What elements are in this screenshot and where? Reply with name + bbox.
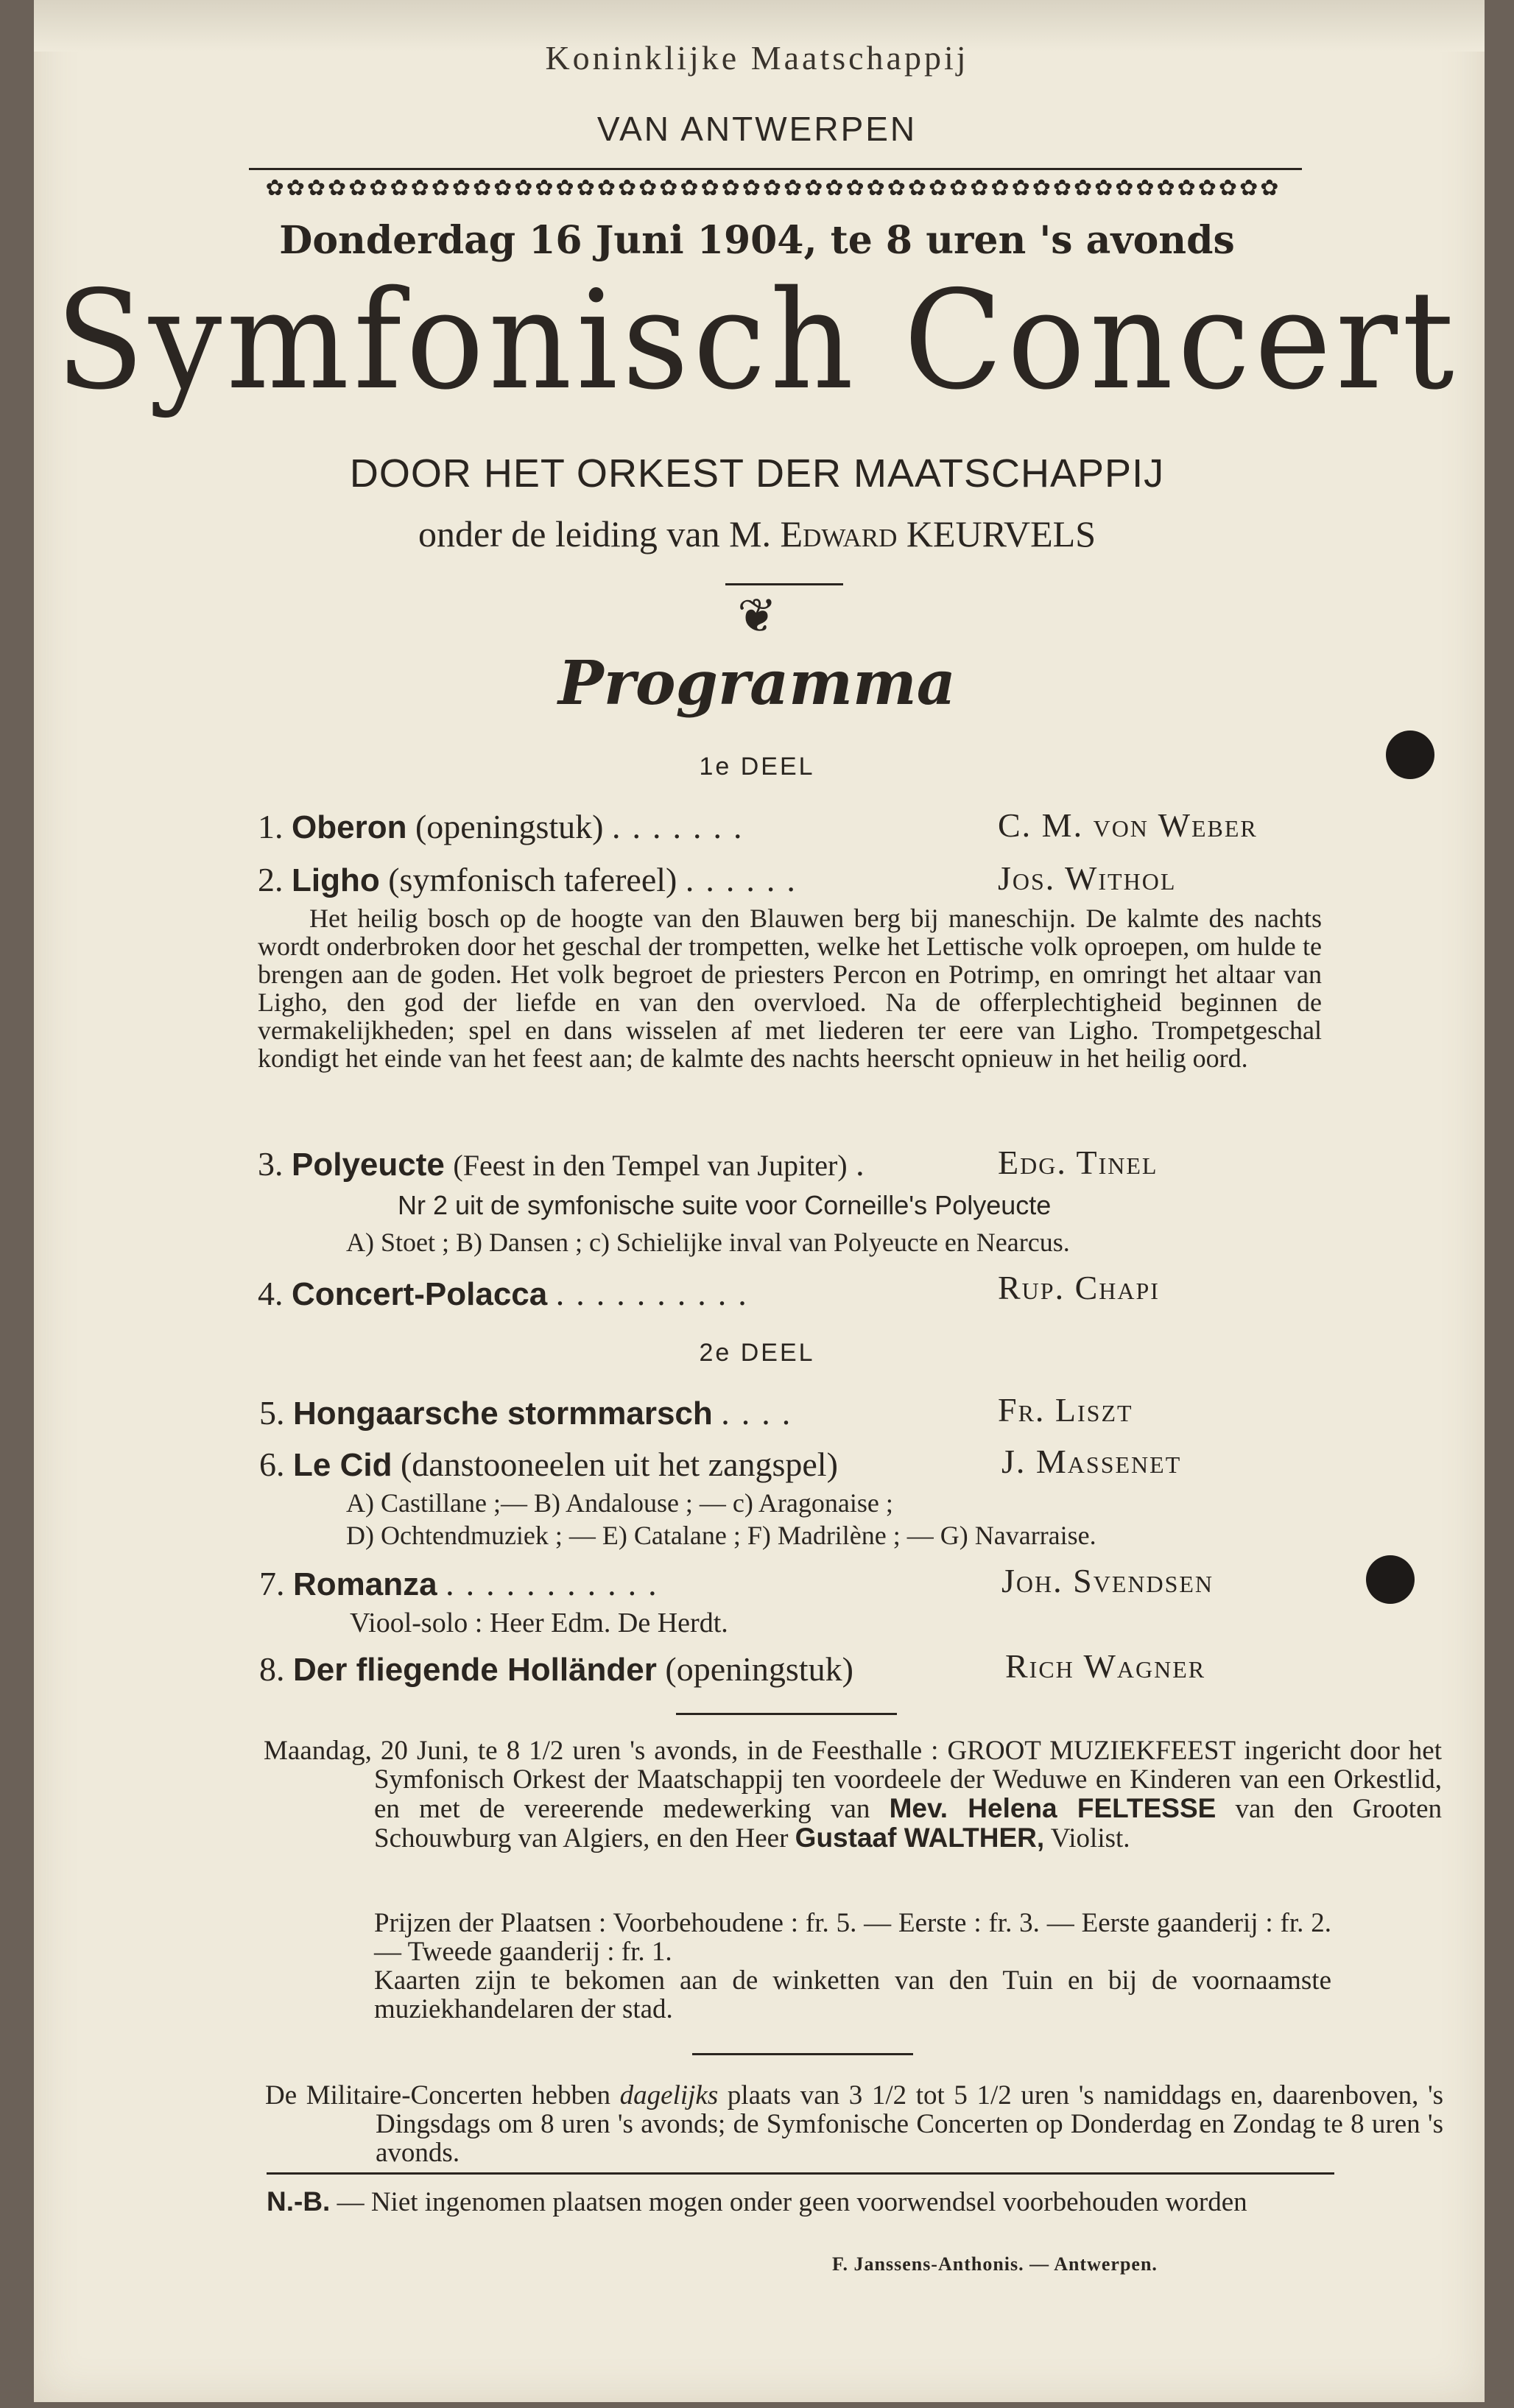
- work-title: Concert-Polacca: [292, 1276, 548, 1312]
- ornament-border: ✿✿✿✿✿✿✿✿✿✿✿✿✿✿✿✿✿✿✿✿✿✿✿✿✿✿✿✿✿✿✿✿✿✿✿✿✿✿✿✿✿✿✿✿✿✿✿✿✿: [265, 175, 1281, 201]
- composer-3: Edg. Tinel: [998, 1144, 1158, 1181]
- military-daily: dagelijks: [619, 2080, 719, 2110]
- military-concerts-notice: [265, 2081, 1443, 2167]
- item-number: 7.: [259, 1565, 285, 1602]
- conductor-prefix: onder de leiding van M.: [418, 513, 772, 555]
- fleuron-ornament: ❦: [737, 589, 777, 644]
- leader-dots: ..........: [555, 1275, 758, 1312]
- work-title: Le Cid: [293, 1447, 392, 1483]
- composer-4: Rup. Chapi: [998, 1269, 1160, 1306]
- item-number: 8.: [259, 1650, 285, 1688]
- work-description: (symfonisch tafereel): [388, 861, 677, 898]
- header-rule: [249, 168, 1302, 170]
- nb-text: — Niet ingenomen plaatsen mogen onder geen voorwendsel voorbehouden worden: [337, 2187, 1247, 2217]
- nb-notice: [267, 2187, 1334, 2217]
- composer-2: Jos. Withol: [998, 859, 1177, 897]
- part-two-heading: 2e DEEL: [699, 1339, 815, 1367]
- item-number: 5.: [259, 1394, 285, 1432]
- festival-text-2: van den Grooten Schouwburg van Algiers, en den Heer: [374, 1794, 1442, 1853]
- punch-hole-lower: [1366, 1555, 1415, 1604]
- item-number: 6.: [259, 1446, 285, 1483]
- festival-text: Maandag, 20 Juni, te 8 1/2 uren 's avonds, in de Feesthalle : GROOT MUZIEKFEEST ingericht door het Symfonisch Orkest der Maatschappij ten voordeele der Weduwe en Kinderen van een Orkestlid, en met de vereerende medewerking van: [264, 1736, 1442, 1824]
- programme-item-5: [259, 1393, 802, 1432]
- work-title: Ligho: [292, 862, 380, 898]
- programme-item-8: [259, 1650, 853, 1689]
- conductor-line: [0, 513, 1514, 555]
- programme-item-2: [258, 860, 807, 899]
- society-name: Koninklijke Maatschappij: [545, 39, 969, 77]
- leader-dots: ...........: [446, 1565, 669, 1602]
- festival-notice: [264, 1736, 1442, 1853]
- printer-imprint: F. Janssens-Anthonis. — Antwerpen.: [832, 2253, 1158, 2275]
- programme-heading: Programma: [558, 648, 956, 719]
- concert-date: Donderdag 16 Juni 1904, te 8 uren 's avonds: [279, 218, 1235, 263]
- programme-item-7: [259, 1564, 669, 1603]
- work-title: Polyeucte: [292, 1147, 445, 1183]
- romanza-soloist: Viool-solo : Heer Edm. De Herdt.: [350, 1608, 728, 1638]
- programme-end-rule: [676, 1713, 897, 1715]
- nb-label: N.-B.: [267, 2186, 331, 2217]
- work-title: Der fliegende Holländer: [293, 1652, 657, 1688]
- item-number: 4.: [258, 1275, 284, 1312]
- ticket-sales: Kaarten zijn te bekomen aan de winketten van den Tuin en bij de voornaamste muziekhandelaren der stad.: [374, 1965, 1331, 2024]
- leader-dots: ....: [721, 1394, 803, 1432]
- lecid-movements-2: D) Ochtendmuziek ; — E) Catalane ; F) Madrilène ; — G) Navarraise.: [346, 1521, 1096, 1550]
- programme-item-6: [259, 1445, 838, 1484]
- military-text-2: plaats van 3 1/2 tot 5 1/2 uren 's namiddags en, daarenboven, 's Dingsdags om 8 uren 's avonds; de Symfonische Concerten op Donderdag en Zondag te 8 uren 's avonds.: [376, 2080, 1444, 2168]
- leader-dots: ......: [685, 861, 807, 898]
- item-number: 1.: [258, 808, 284, 845]
- item-number: 2.: [258, 861, 284, 898]
- work-title: Romanza: [293, 1566, 437, 1602]
- programme-item-4: [258, 1274, 758, 1313]
- composer-6: J. Massenet: [1001, 1443, 1182, 1480]
- composer-8: Rich Wagner: [1005, 1647, 1206, 1685]
- city-name: VAN ANTWERPEN: [596, 110, 918, 148]
- programme-item-1: [258, 807, 753, 846]
- leader-dots: .......: [611, 808, 754, 845]
- work-title: Hongaarsche stormmarsch: [293, 1395, 713, 1432]
- work-description: (Feest in den Tempel van Jupiter): [453, 1149, 848, 1182]
- composer-5: Fr. Liszt: [998, 1391, 1133, 1429]
- ligho-description: Het heilig bosch op de hoogte van den Blauwen berg bij maneschijn. De kalmte des nachts wordt onderbroken door het geschal der trompetten, welke het Lettische volk oproepen, om hulde te brengen aan de goden. Het volk begroet de priesters Percon en Potrimp, en omringt het altaar van Ligho, den god der liefde en van den overvloed. Na de offerplechtigheid beginnen de vermakelijkheden; spel en dans wisselen af met liederen ter eere van Ligho. Trompetgeschal kondigt het einde van het feest aan; de kalmte des nachts heerscht opnieuw in het heilig oord.: [258, 904, 1322, 1073]
- part-one-heading: 1e DEEL: [699, 753, 815, 781]
- festival-violinist: Gustaaf WALTHER,: [795, 1823, 1045, 1853]
- conductor-name: Edward KEURVELS: [780, 513, 1096, 555]
- composer-1: C. M. von Weber: [998, 806, 1258, 844]
- title-divider: [725, 583, 843, 585]
- festival-singer: Mev. Helena FELTESSE: [889, 1793, 1217, 1823]
- notice-divider: [692, 2053, 913, 2055]
- programme-item-3: [258, 1144, 876, 1183]
- item-number: 3.: [258, 1145, 284, 1183]
- work-title: Oberon: [292, 809, 407, 845]
- footer-rule: [267, 2172, 1334, 2175]
- work-description: (danstooneelen uit het zangspel): [400, 1446, 838, 1483]
- leader-dots: .: [856, 1145, 876, 1183]
- work-description: (openingstuk): [665, 1650, 853, 1688]
- lecid-movements-1: A) Castillane ;— B) Andalouse ; — c) Aragonaise ;: [346, 1488, 893, 1518]
- polyeucte-suite-note: Nr 2 uit de symfonische suite voor Corneille's Polyeucte: [398, 1190, 1052, 1220]
- polyeucte-movements: A) Stoet ; B) Dansen ; c) Schielijke inval van Polyeucte en Nearcus.: [346, 1228, 1070, 1257]
- ticket-prices: Prijzen der Plaatsen : Voorbehoudene : fr. 5. — Eerste : fr. 3. — Eerste gaanderij : fr. 2.— Tweede gaanderij : fr. 1.: [374, 1908, 1331, 1967]
- festival-text-3: Violist.: [1050, 1823, 1130, 1853]
- orchestra-line: DOOR HET ORKEST DER MAATSCHAPPIJ: [349, 451, 1165, 496]
- composer-7: Joh. Svendsen: [1001, 1562, 1214, 1599]
- work-description: (openingstuk): [415, 808, 604, 845]
- concert-title: Symfonisch Concert: [55, 261, 1459, 420]
- military-text: De Militaire-Concerten hebben: [265, 2080, 611, 2110]
